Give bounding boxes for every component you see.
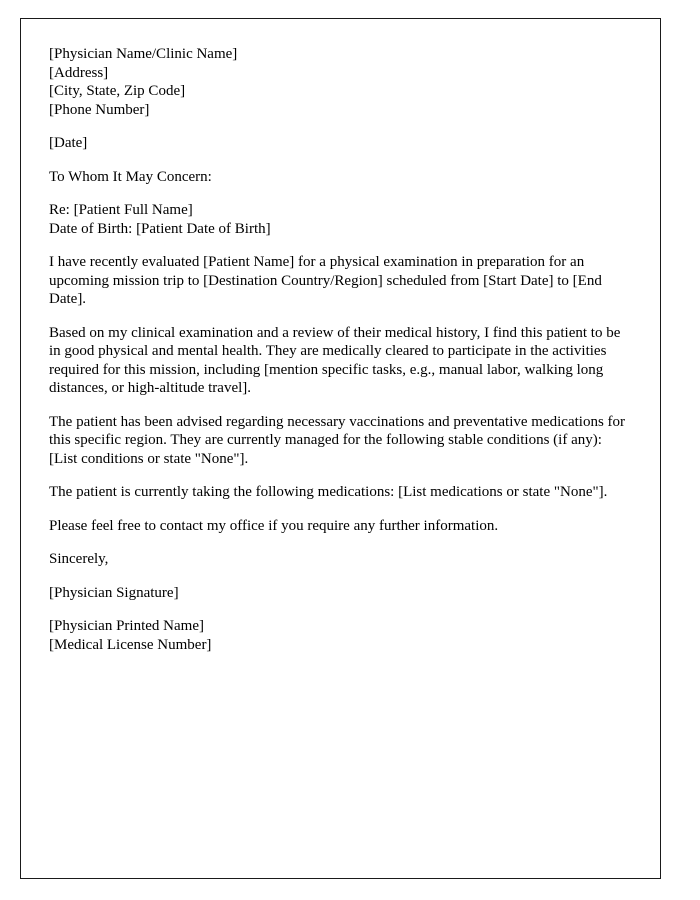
paragraph-contact: Please feel free to contact my office if you require any further information. [49, 517, 499, 534]
reference-block [49, 201, 628, 238]
signature-block [49, 584, 628, 603]
sender-block [49, 45, 628, 119]
salutation-line: To Whom It May Concern: [49, 168, 212, 185]
re-line: Re: [Patient Full Name] [49, 202, 193, 218]
dob-line: Date of Birth: [Patient Date of Birth] [49, 220, 271, 237]
letter-content [21, 19, 660, 654]
date-line: [Date] [49, 135, 88, 151]
signer-block [49, 617, 628, 654]
closing-block [49, 550, 628, 569]
date-block [49, 134, 628, 153]
paragraph-medications: The patient is currently taking the following medications: [List medications or state "None"]. [49, 484, 608, 500]
printed-name-line: [Physician Printed Name] [49, 618, 204, 634]
sender-phone-line: [Phone Number] [49, 101, 150, 118]
sender-address-line: [Address] [49, 64, 109, 81]
paragraph-vaccinations: The patient has been advised regarding necessary vaccinations and preventative medications for this specific region. They are currently managed for the following stable conditions (if any): [List conditions or state "None"]. [49, 413, 626, 467]
letter-page [20, 18, 661, 879]
signature-placeholder-line: [Physician Signature] [49, 584, 179, 601]
salutation-block [49, 168, 628, 187]
sender-city-line: [City, State, Zip Code] [49, 83, 186, 99]
closing-line: Sincerely, [49, 551, 109, 567]
sender-name-line: [Physician Name/Clinic Name] [49, 46, 238, 62]
paragraph-evaluation: I have recently evaluated [Patient Name] for a physical examination in preparation for an upcoming mission trip to [Destination Country/Region] scheduled from [Start Date] to [End Date]. [49, 254, 602, 307]
license-number-line: [Medical License Number] [49, 636, 212, 653]
paragraph-clearance: Based on my clinical examination and a review of their medical history, I find this patient to be in good physical and mental health. They are medically cleared to participate in the activities required for this mission, including [mention specific tasks, e.g., manual labor, walking long distances, or high-altitude travel]. [49, 324, 621, 396]
